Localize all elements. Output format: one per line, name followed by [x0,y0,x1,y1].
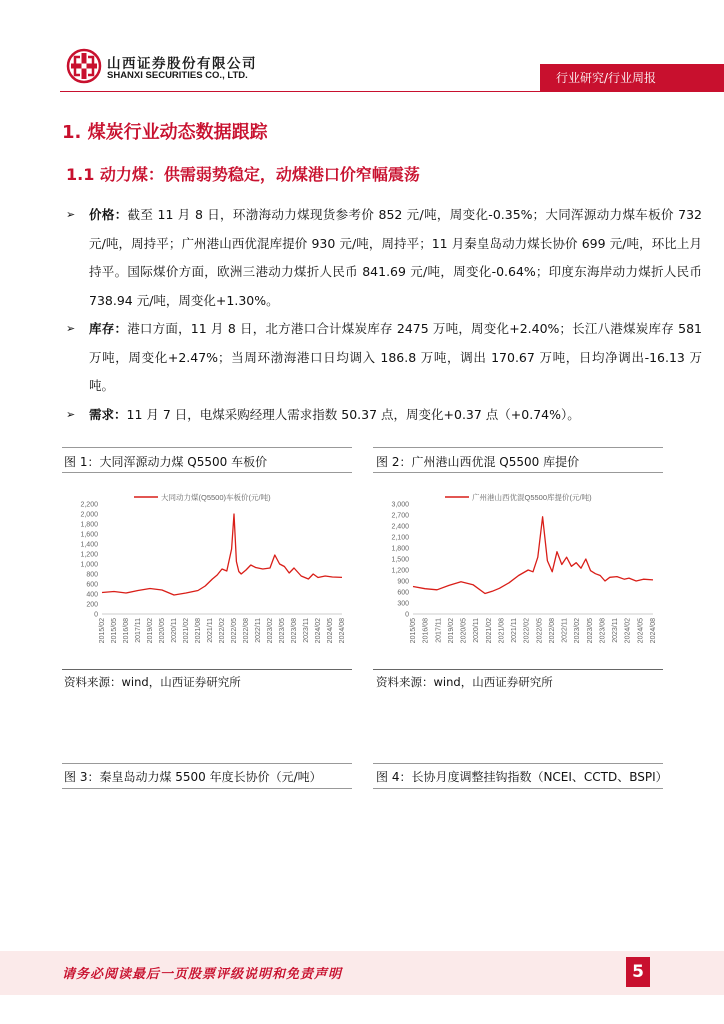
x-tick-label: 2021/11 [207,618,214,643]
x-tick-label: 2024/05 [637,618,645,644]
x-tick-label: 2020/05 [460,618,468,644]
figure-top-rule [62,447,352,448]
x-tick-label: 2015/05 [410,618,417,644]
x-tick-label: 2021/02 [485,618,493,644]
bullet-label: 库存： [89,321,128,336]
y-tick-label: 1,400 [80,541,98,549]
y-tick-label: 2,000 [80,511,98,519]
figure-1-title: 图 1：大同浑源动力煤 Q5500 车板价 [64,455,268,469]
bullet-text: 港口方面，11 月 8 日，北方港口合计煤炭库存 2475 万吨，周变化+2.40%；长江八港煤炭库存 581 万吨，周变化+2.47%；当周环渤海港口日均调入 186.8 万吨，调出 170.67 万吨，日均净调出-16.13 万吨。 [89,321,702,393]
x-tick-label: 2021/11 [511,618,519,643]
bullet-text: 截至 11 月 8 日，环渤海动力煤现货参考价 852 元/吨，周变化-0.35%；大同浑源动力煤车板价 732 元/吨，周持平；广州港山西优混库提价 930 元/吨，周持平；11 月秦皇岛动力煤长协价 699 元/吨，环比上月持平。国际煤价方面，欧洲三港动力煤折人民币 841.69 元/吨，周变化-0.64%；印度东海岸动力煤折人民币 738.94 元/吨，周变化+1.30%。 [89,207,702,308]
y-tick-label: 400 [86,591,98,599]
subsection-heading: 1.1 动力煤：供需弱势稳定，动煤港口价窄幅震荡 [66,165,420,184]
x-tick-label: 2022/08 [243,618,250,644]
y-tick-label: 3,000 [391,501,409,509]
y-tick-label: 600 [397,589,409,597]
y-tick-label: 2,100 [391,534,409,542]
x-tick-label: 2021/08 [195,618,202,644]
x-tick-label: 2023/02 [267,618,274,644]
figure-bottom-rule [62,669,352,670]
y-tick-label: 0 [94,611,98,619]
x-tick-label: 2016/08 [123,618,130,644]
x-tick-label: 2024/08 [650,618,657,644]
y-tick-label: 1,200 [391,567,409,575]
figure-top-rule [62,763,352,764]
x-tick-label: 2021/02 [183,618,190,644]
x-tick-label: 2022/05 [536,618,544,644]
x-tick-label: 2020/11 [473,618,481,643]
bullet-price [66,201,702,315]
x-tick-label: 2022/02 [523,618,531,644]
x-tick-label: 2021/08 [498,618,506,644]
figure-2-source: 资料来源：wind，山西证券研究所 [376,675,553,689]
bullet-list [66,201,702,429]
y-tick-label: 800 [86,571,98,579]
x-tick-label: 2022/11 [255,618,262,643]
y-tick-label: 0 [405,611,409,619]
x-tick-label: 2024/02 [315,618,322,644]
x-tick-label: 2024/05 [327,618,334,644]
bullet-label: 价格： [89,207,128,222]
x-tick-label: 2023/05 [586,618,594,644]
y-tick-label: 2,400 [391,523,409,531]
figure-title-rule [62,788,352,789]
x-tick-label: 2023/02 [574,618,582,644]
figure-title-rule [373,788,663,789]
report-type-tag: 行业研究/行业周报 [540,64,724,92]
bullet-demand [66,401,702,430]
footer-disclaimer: 请务必阅读最后一页股票评级说明和免责声明 [62,967,343,982]
figure-3-title: 图 3：秦皇岛动力煤 5500 年度长协价（元/吨） [64,770,322,784]
y-tick-label: 1,500 [391,556,409,564]
section-heading: 1. 煤炭行业动态数据跟踪 [62,122,268,143]
series-line [102,514,342,595]
x-tick-label: 2022/05 [231,618,238,644]
company-name-en: SHANXI SECURITIES CO., LTD. [107,70,248,81]
x-tick-label: 2019/02 [147,618,154,644]
x-tick-label: 2020/05 [159,618,166,644]
figure-title-rule [62,472,352,473]
y-tick-label: 300 [397,600,409,608]
x-tick-label: 2017/11 [135,618,142,643]
bullet-inventory [66,315,702,401]
figure-top-rule [373,763,663,764]
x-tick-label: 2017/11 [435,618,443,643]
y-tick-label: 1,800 [80,521,98,529]
chart-2 [373,476,663,668]
figure-title-rule [373,472,663,473]
x-tick-label: 2022/11 [561,618,569,643]
bullet-arrow-icon: ➢ [66,322,76,335]
x-tick-label: 2023/11 [303,618,310,643]
bullet-arrow-icon: ➢ [66,208,76,221]
header-divider [60,91,540,92]
x-tick-label: 2015/02 [99,618,106,644]
y-tick-label: 2,700 [391,512,409,520]
figure-bottom-rule [373,669,663,670]
series-line [413,517,653,594]
x-tick-label: 2024/08 [339,618,346,644]
figure-1-source: 资料来源：wind，山西证券研究所 [64,675,241,689]
x-tick-label: 2024/02 [624,618,632,644]
y-tick-label: 1,600 [80,531,98,539]
x-tick-label: 2023/11 [612,618,620,643]
figure-4-title: 图 4：长协月度调整挂钩指数（NCEI、CCTD、BSPI） [376,770,668,784]
x-tick-label: 2023/08 [291,618,298,644]
bullet-arrow-icon: ➢ [66,407,76,421]
page-number: 5 [626,957,650,987]
bullet-label: 需求： [89,406,127,422]
company-logo [66,48,102,84]
x-tick-label: 2022/02 [219,618,226,644]
y-tick-label: 2,200 [80,501,98,509]
x-tick-label: 2020/11 [171,618,178,643]
chart-1 [62,476,352,668]
figure-2-title: 图 2：广州港山西优混 Q5500 库提价 [376,455,580,469]
y-tick-label: 200 [86,601,98,609]
y-tick-label: 1,800 [391,545,409,553]
x-tick-label: 2022/08 [548,618,556,644]
y-tick-label: 1,200 [80,551,98,559]
figure-top-rule [373,447,663,448]
y-tick-label: 1,000 [80,561,98,569]
x-tick-label: 2019/02 [447,618,455,644]
x-tick-label: 2016/08 [422,618,430,644]
y-tick-label: 900 [397,578,409,586]
x-tick-label: 2023/08 [599,618,607,644]
x-tick-label: 2015/05 [111,618,118,644]
legend-label: 大同动力煤(Q5500)车板价(元/吨) [161,493,271,502]
bullet-text: 11 月 7 日，电煤采购经理人需求指数 50.37 点，周变化+0.37 点（+0.74%）。 [126,406,580,422]
y-tick-label: 600 [86,581,98,589]
x-tick-label: 2023/05 [279,618,286,644]
company-name-cn: 山西证券股份有限公司 [107,56,257,72]
legend-label: 广州港山西优混Q5500库提价(元/吨) [472,493,592,502]
